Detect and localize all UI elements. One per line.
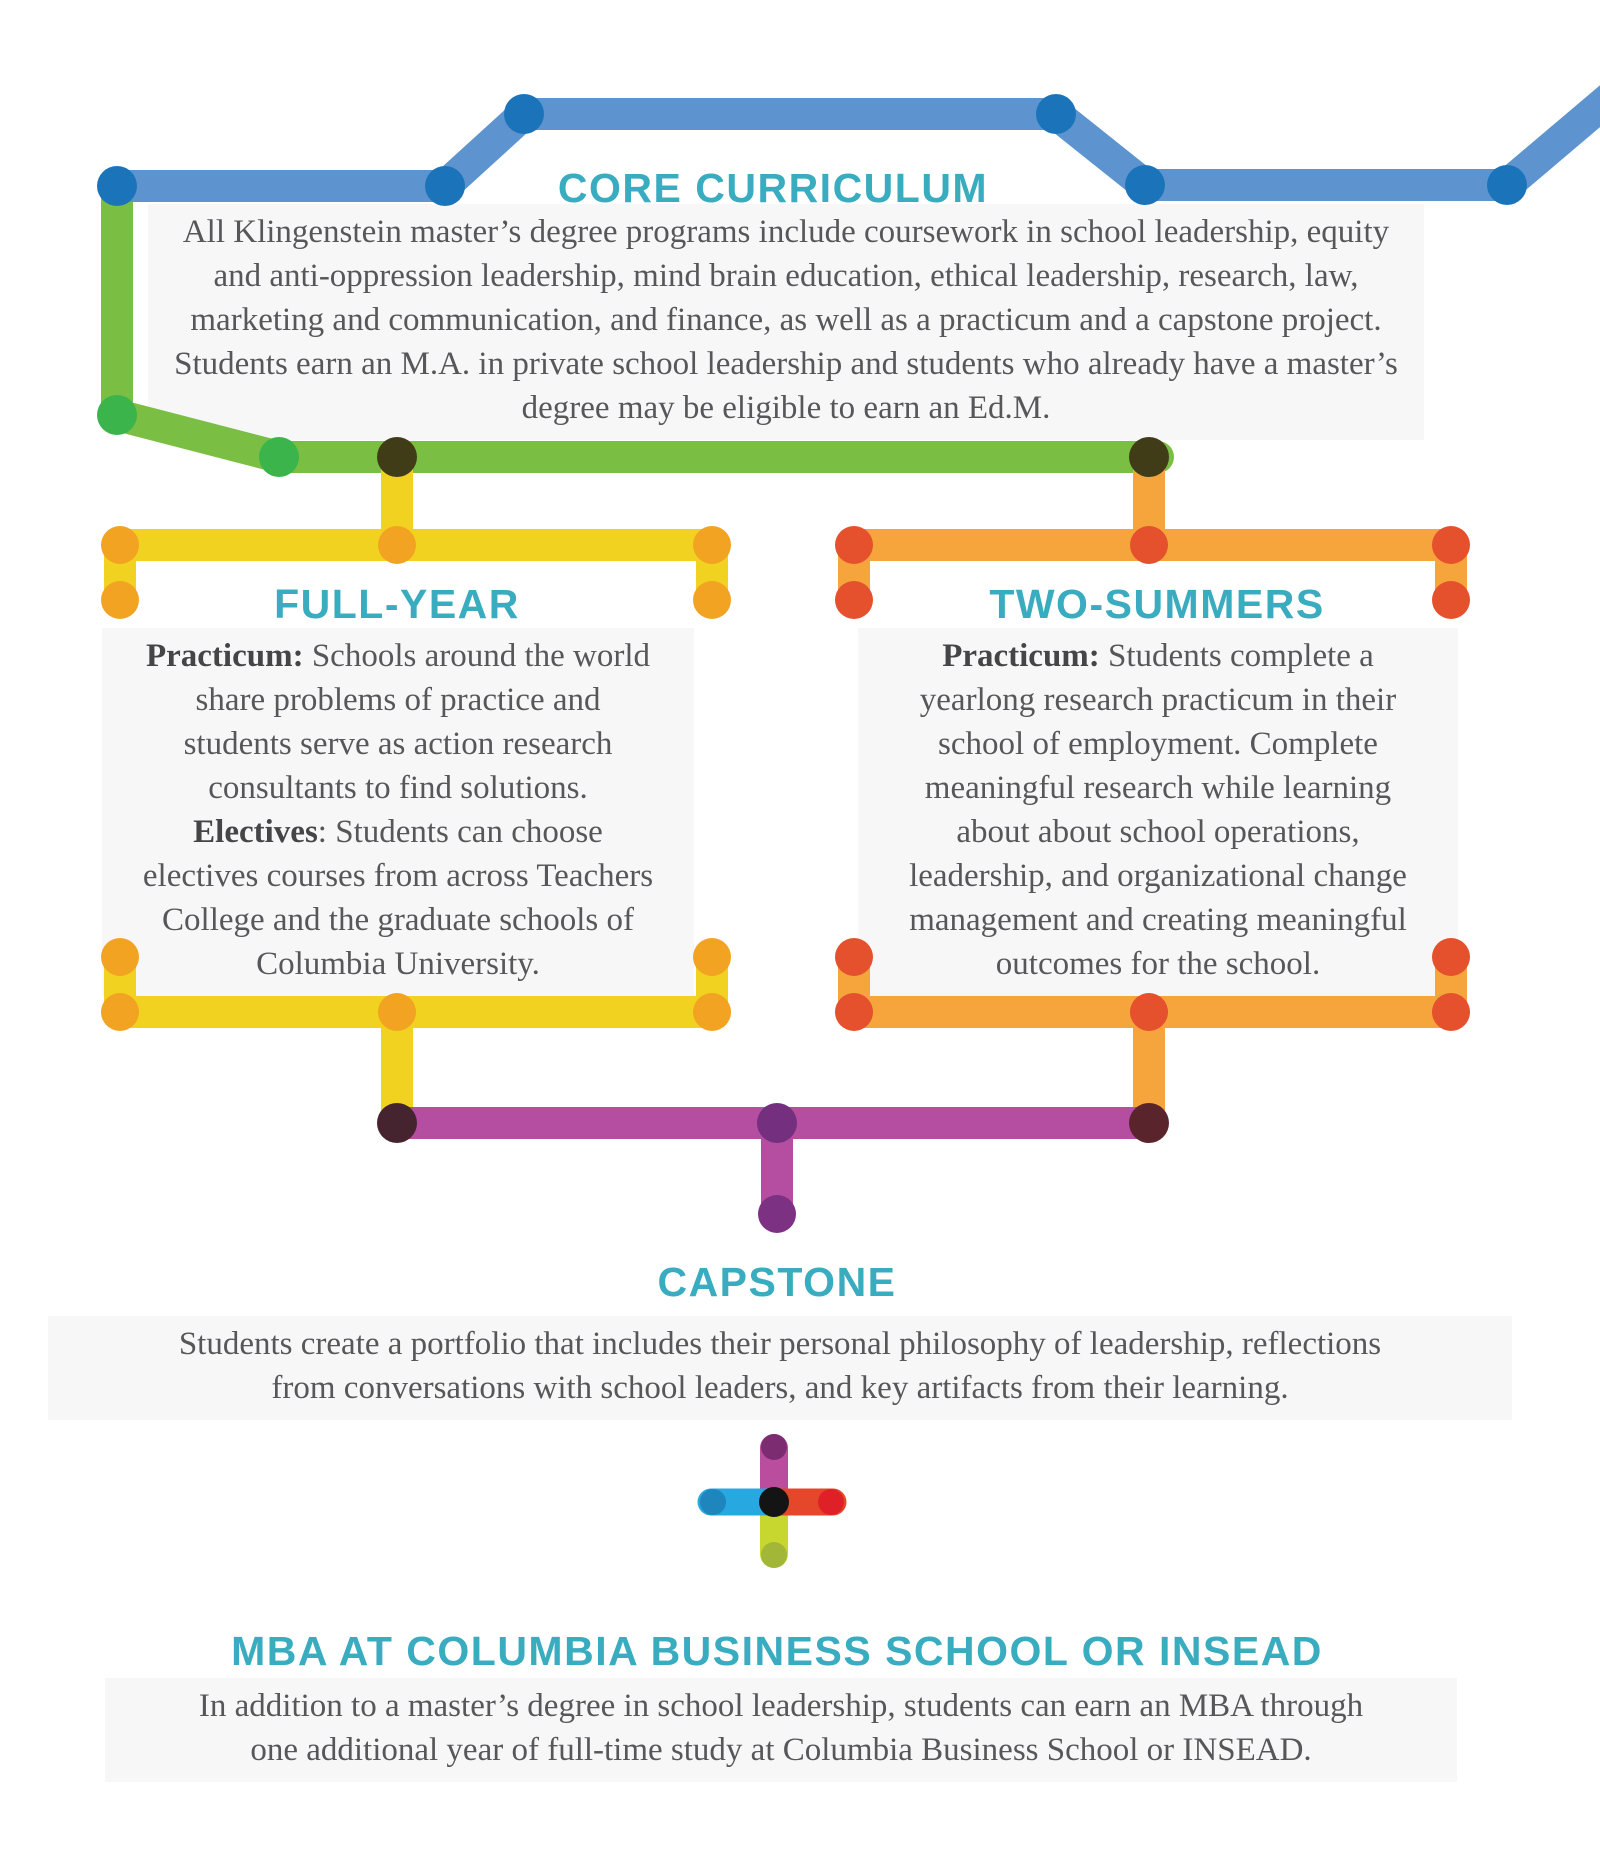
station-dot <box>1129 437 1169 477</box>
station-dot <box>377 1103 417 1143</box>
station-dot <box>1432 526 1470 564</box>
station-dot <box>835 526 873 564</box>
station-dot <box>757 1103 797 1143</box>
core-curriculum-text: All Klingenstein master’s degree programs include coursework in school leadership, equity and anti-oppression leadership, mind brain education, ethical leadership, research, law, marketing and communication, and finance, as well as a practicum and a capstone project. Students earn an M.A. in private school leadership and students who already have a master’s degree may be eligible to earn an Ed.M. <box>148 204 1424 440</box>
full-year-title: FULL-YEAR <box>274 581 520 627</box>
station-dot <box>1130 993 1168 1031</box>
plus-center-dot <box>759 1487 789 1517</box>
station-dot <box>378 993 416 1031</box>
mba-title: MBA AT COLUMBIA BUSINESS SCHOOL OR INSEAD <box>231 1628 1323 1674</box>
station-dot <box>1130 526 1168 564</box>
core-curriculum-title: CORE CURRICULUM <box>557 165 989 211</box>
plus-olive-cap <box>761 1542 787 1568</box>
station-dot <box>835 993 873 1031</box>
capstone-text: Students create a portfolio that includes their personal philosophy of leadership, reflections from conversations with school leaders, and key artifacts from their learning. <box>48 1316 1512 1420</box>
magenta-junction-dots <box>377 1103 1169 1233</box>
station-dot <box>758 1195 796 1233</box>
station-dot <box>693 581 731 619</box>
capstone-title: CAPSTONE <box>657 1259 897 1305</box>
mba-text: In addition to a master’s degree in school leadership, students can earn an MBA through one additional year of full-time study at Columbia Business School or INSEAD. <box>105 1678 1457 1782</box>
two-summers-title: TWO-SUMMERS <box>989 581 1325 627</box>
station-dot <box>693 993 731 1031</box>
plus-purple-cap <box>761 1434 787 1460</box>
station-dot <box>693 526 731 564</box>
station-dot <box>101 993 139 1031</box>
full-year-text: Practicum: Schools around the world share problems of practice and students serve as action research consultants to find solutions. Electives: Students can choose electives courses from across Teachers College and the graduate schools of Columbia University. <box>102 628 694 996</box>
plus-icon <box>700 1434 844 1568</box>
two-summers-text: Practicum: Students complete a yearlong research practicum in their school of employment. Complete meaningful research while learning about about school operations, leadership, and organizational change management and creating meaningful outcomes for the school. <box>858 628 1458 996</box>
station-dot <box>97 166 137 206</box>
station-dot <box>1036 94 1076 134</box>
station-dot <box>1432 993 1470 1031</box>
station-dot <box>377 437 417 477</box>
station-dot <box>259 437 299 477</box>
station-dot <box>97 395 137 435</box>
plus-red-cap <box>818 1489 844 1515</box>
station-dot <box>1129 1103 1169 1143</box>
station-dot <box>504 94 544 134</box>
magenta-merge <box>397 1123 1147 1216</box>
olive-junction-dots <box>377 437 1169 477</box>
plus-blue-cap <box>700 1489 726 1515</box>
station-dot <box>1487 165 1527 205</box>
station-dot <box>101 526 139 564</box>
station-dot <box>693 938 731 976</box>
station-dot <box>378 526 416 564</box>
